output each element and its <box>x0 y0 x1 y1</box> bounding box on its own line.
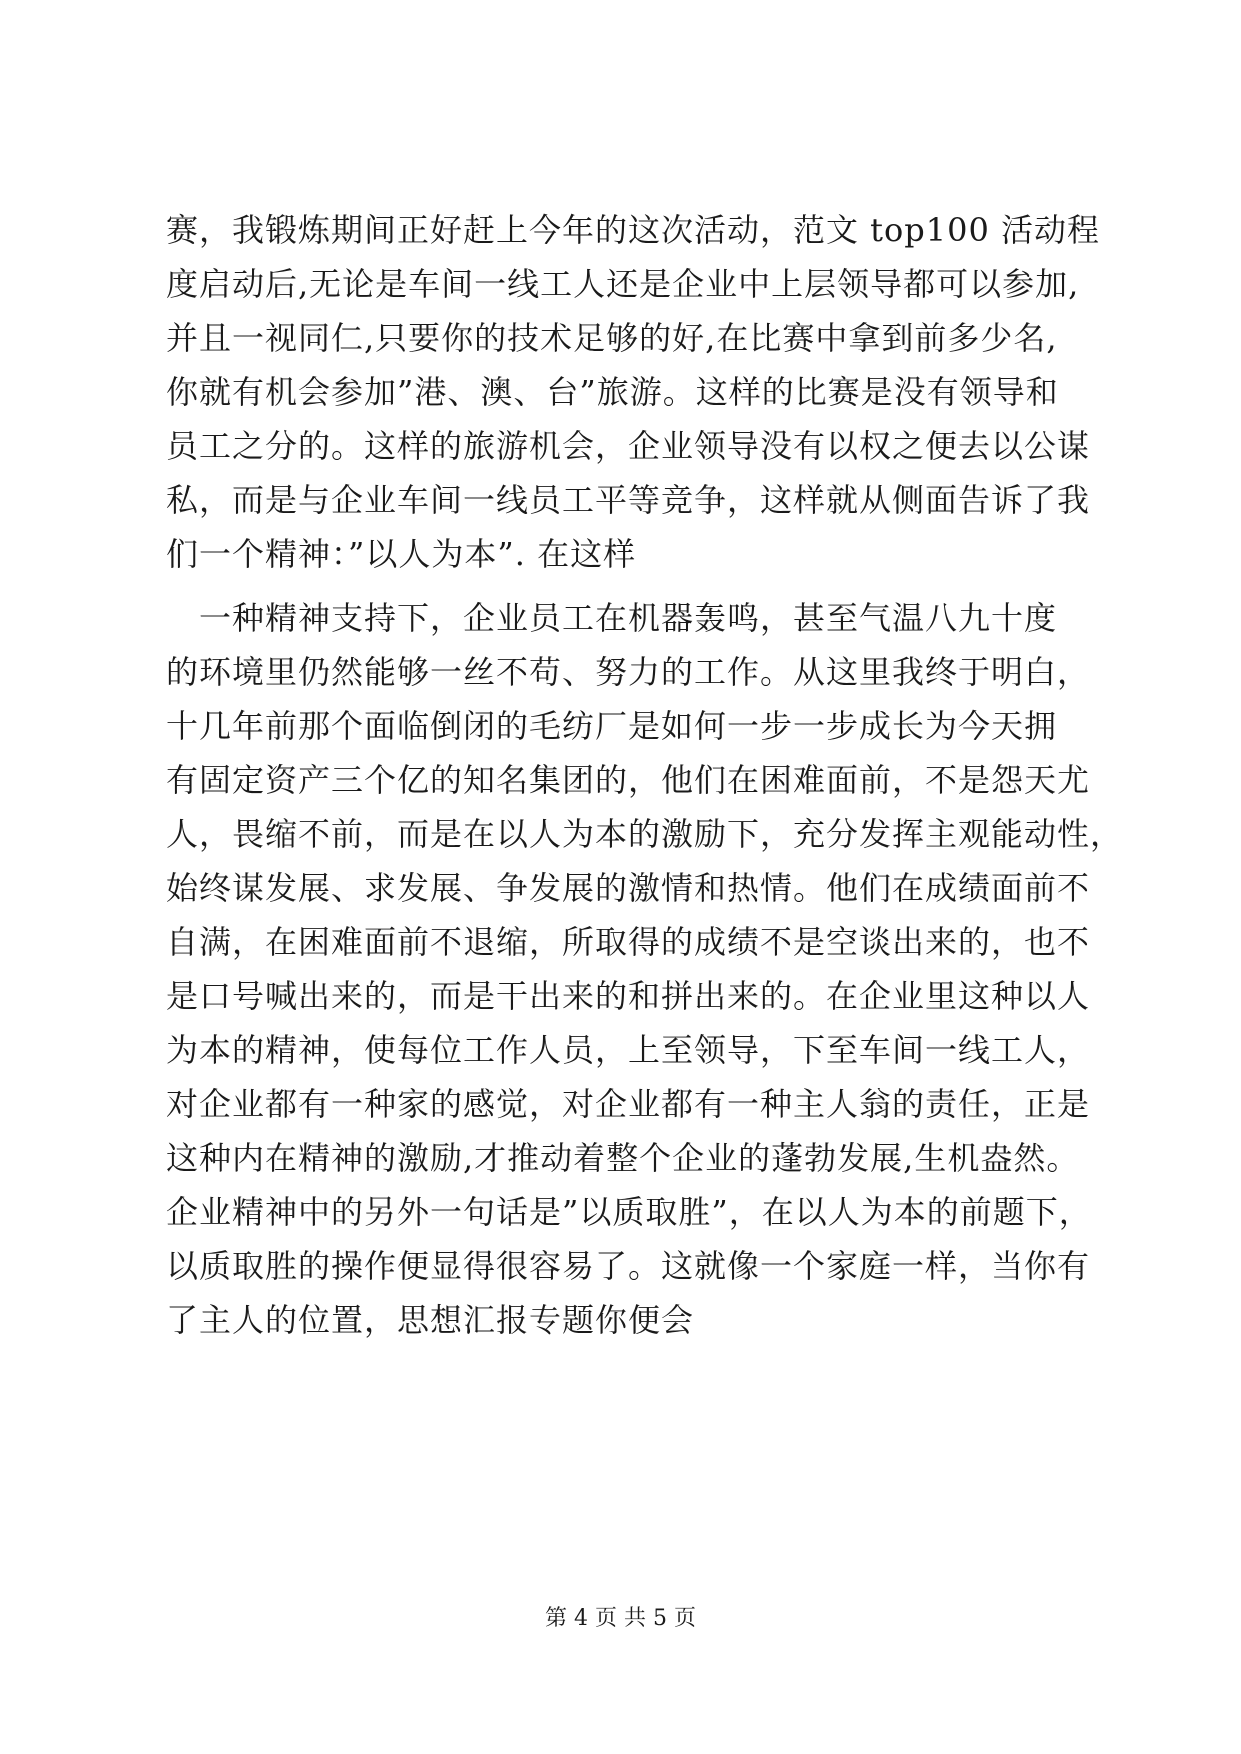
text-line: 对企业都有一种家的感觉，对企业都有一种主人翁的责任，正是 <box>166 1085 1091 1123</box>
text-line: 私，而是与企业车间一线员工平等竞争，这样就从侧面告诉了我 <box>166 481 1091 519</box>
text-line: 有固定资产三个亿的知名集团的，他们在困难面前，不是怨天尤 <box>166 761 1091 799</box>
text-line: 赛，我锻炼期间正好赶上今年的这次活动，范文 top100 活动程 <box>166 211 1101 249</box>
text-line: 人，畏缩不前，而是在以人为本的激励下，充分发挥主观能动性， <box>166 815 1124 853</box>
text-line: 员工之分的。这样的旅游机会，企业领导没有以权之便去以公谋 <box>166 427 1091 465</box>
text-line: 是口号喊出来的，而是干出来的和拼出来的。在企业里这种以人 <box>166 977 1091 1015</box>
text-line: 为本的精神，使每位工作人员，上至领导，下至车间一线工人， <box>166 1031 1091 1069</box>
text-line: 以质取胜的操作便显得很容易了。这就像一个家庭一样，当你有 <box>166 1247 1091 1285</box>
text-line: 度启动后,无论是车间一线工人还是企业中上层领导都可以参加, <box>166 265 1080 303</box>
text-line: 一种精神支持下，企业员工在机器轰鸣，甚至气温八九十度 <box>166 599 1058 637</box>
text-line: 了主人的位置，思想汇报专题你便会 <box>166 1301 695 1339</box>
text-line: 的环境里仍然能够一丝不苟、努力的工作。从这里我终于明白， <box>166 653 1091 691</box>
text-line: 们一个精神：”以人为本”. 在这样 <box>166 535 637 573</box>
page-footer: 第 4 页 共 5 页 <box>545 1606 696 1631</box>
text-line: 并且一视同仁,只要你的技术足够的好,在比赛中拿到前多少名, <box>166 319 1058 357</box>
text-line: 十几年前那个面临倒闭的毛纺厂是如何一步一步成长为今天拥 <box>166 707 1058 745</box>
text-line: 这种内在精神的激励,才推动着整个企业的蓬勃发展,生机盎然。 <box>166 1139 1080 1177</box>
text-line: 始终谋发展、求发展、争发展的激情和热情。他们在成绩面前不 <box>166 869 1091 907</box>
text-line: 你就有机会参加”港、澳、台”旅游。这样的比赛是没有领导和 <box>166 373 1059 411</box>
text-line: 企业精神中的另外一句话是”以质取胜”，在以人为本的前题下， <box>166 1193 1092 1231</box>
text-line: 自满，在困难面前不退缩，所取得的成绩不是空谈出来的，也不 <box>166 923 1091 961</box>
